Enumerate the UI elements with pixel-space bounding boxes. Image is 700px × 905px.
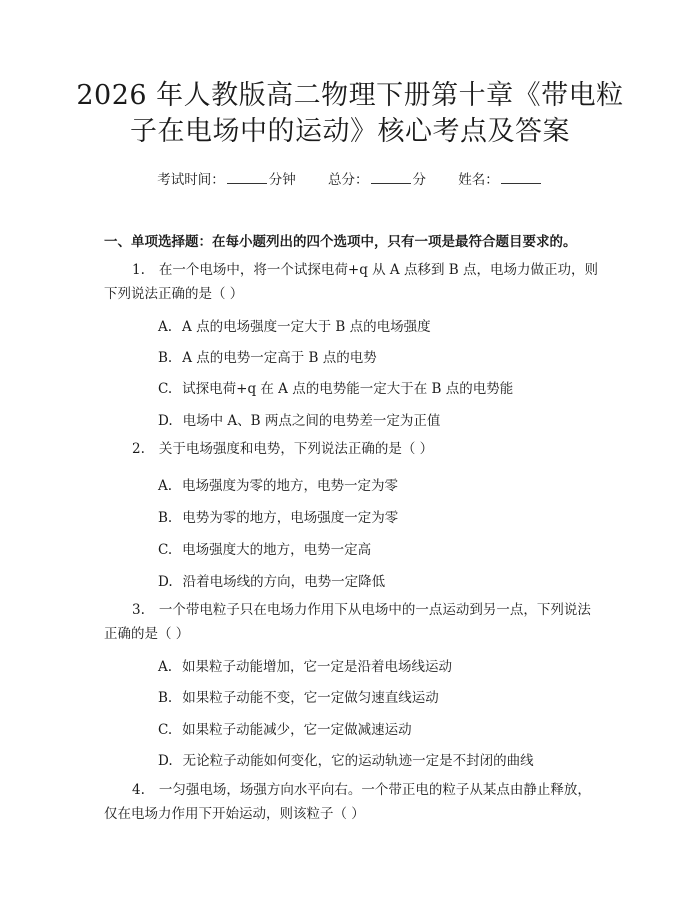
- option-text: 如果粒子动能不变，它一定做匀速直线运动: [182, 690, 439, 706]
- question-number: 4.: [132, 782, 145, 798]
- question-number: 2.: [132, 441, 145, 457]
- option-text: 电场强度大的地方，电势一定高: [182, 542, 372, 558]
- question-4: [104, 778, 604, 826]
- option-item: [158, 749, 534, 769]
- option-item: [158, 655, 452, 675]
- option-item: [158, 474, 398, 494]
- option-item: [158, 570, 385, 590]
- option-letter: C.: [158, 542, 173, 558]
- option-text: 电场中 A、B 两点之间的电势差一定为正值: [182, 413, 441, 429]
- title-line-2: 子在电场中的运动》核心考点及答案: [130, 116, 570, 147]
- total-score-field: [328, 172, 430, 188]
- option-text: 沿着电场线的方向，电势一定降低: [182, 574, 386, 590]
- option-letter: D.: [158, 574, 173, 590]
- option-letter: C.: [158, 381, 173, 397]
- total-score-blank: [371, 171, 411, 184]
- question-text: 关于电场强度和电势，下列说法正确的是（ ）: [158, 441, 434, 457]
- option-text: 如果粒子动能增加，它一定是沿着电场线运动: [182, 659, 453, 675]
- option-item: [158, 346, 377, 366]
- option-text: 试探电荷+q 在 A 点的电势能一定大于在 B 点的电势能: [182, 381, 514, 397]
- question-text: 一匀强电场，场强方向水平向右。一个带正电的粒子从某点由静止释放，仅在电场力作用下开始运动，则该粒子（ ）: [104, 782, 591, 822]
- option-letter: D.: [158, 753, 173, 769]
- question-stem: [104, 258, 604, 306]
- option-item: [158, 538, 371, 558]
- option-item: [158, 718, 412, 738]
- question-text: 一个带电粒子只在电场力作用下从电场中的一点运动到另一点，下列说法正确的是（ ）: [104, 602, 591, 642]
- exam-time-label: 考试时间：: [157, 172, 225, 188]
- option-letter: A.: [158, 478, 173, 494]
- question-number: 3.: [132, 602, 145, 618]
- option-letter: B.: [158, 690, 173, 706]
- option-letter: D.: [158, 413, 173, 429]
- option-text: A 点的电场强度一定大于 B 点的电场强度: [182, 319, 431, 335]
- option-text: 电场强度为零的地方，电势一定为零: [182, 478, 399, 494]
- question-3: [104, 598, 604, 646]
- question-stem: [104, 598, 604, 646]
- question-stem: [104, 437, 604, 461]
- question-number: 1.: [132, 262, 145, 278]
- student-name-blank: [501, 171, 541, 184]
- question-2: [104, 437, 604, 461]
- total-score-unit: 分: [412, 172, 426, 188]
- option-item: [158, 315, 431, 335]
- question-1: [104, 258, 604, 306]
- option-item: [158, 377, 513, 397]
- option-letter: C.: [158, 722, 173, 738]
- option-text: 如果粒子动能减少，它一定做减速运动: [182, 722, 412, 738]
- option-letter: A.: [158, 659, 173, 675]
- exam-time-field: [157, 172, 300, 188]
- option-letter: A.: [158, 319, 173, 335]
- option-item: [158, 686, 439, 706]
- question-text: 在一个电场中，将一个试探电荷+q 从 A 点移到 B 点，电场力做正功，则下列说法正确的是（ ）: [104, 262, 598, 302]
- option-text: A 点的电势一定高于 B 点的电势: [182, 350, 377, 366]
- question-stem: [104, 778, 604, 826]
- exam-time-blank: [227, 171, 267, 184]
- option-letter: B.: [158, 350, 173, 366]
- exam-time-unit: 分钟: [268, 172, 296, 188]
- option-item: [158, 409, 440, 429]
- total-score-label: 总分：: [328, 172, 369, 188]
- option-text: 电势为零的地方，电场强度一定为零: [182, 510, 399, 526]
- option-text: 无论粒子动能如何变化，它的运动轨迹一定是不封闭的曲线: [182, 753, 534, 769]
- title-line-1: 2026 年人教版高二物理下册第十章《带电粒: [76, 80, 624, 111]
- student-name-field: [458, 172, 543, 188]
- student-name-label: 姓名：: [458, 172, 499, 188]
- section-heading: 一、单项选择题：在每小题列出的四个选项中，只有一项是最符合题目要求的。: [104, 234, 577, 250]
- document-title: [60, 78, 640, 150]
- option-item: [158, 506, 398, 526]
- exam-meta: [0, 168, 700, 188]
- option-letter: B.: [158, 510, 173, 526]
